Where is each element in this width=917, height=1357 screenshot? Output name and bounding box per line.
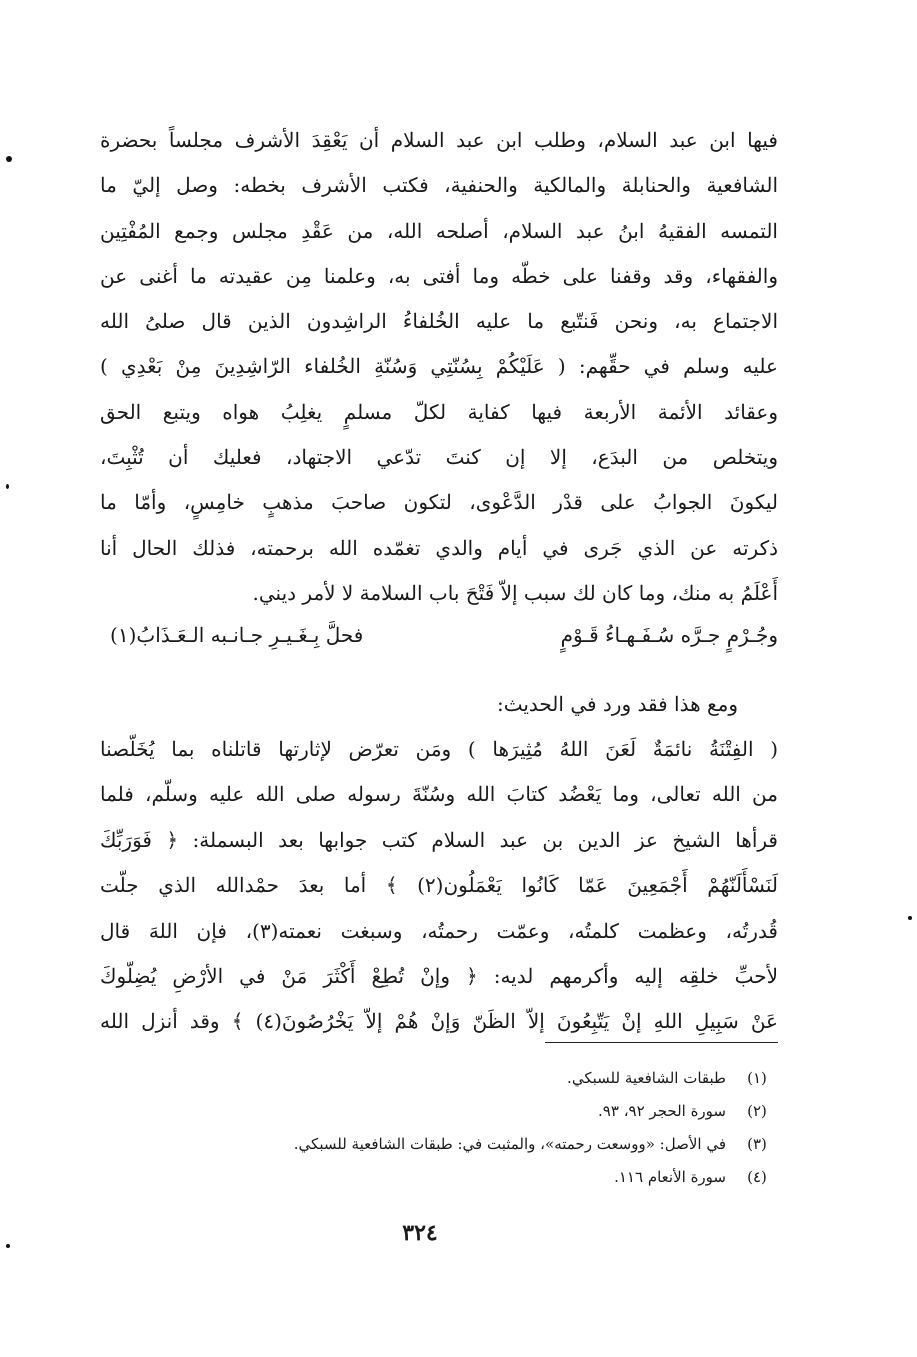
text-line: قرأها الشيخ عز الدين بن عبد السلام كتب جوابها بعد البسملة: ﴿ فَوَرَبِّكَ (100, 827, 778, 852)
scan-speck (6, 156, 12, 162)
scan-speck (6, 484, 9, 489)
hadith-intro: ومع هذا فقد ورد في الحديث: (496, 692, 738, 716)
footnotes (200, 1062, 778, 1194)
text-line: لَنَسْأَلَنّهُمْ أَجْمَعِينَ عَمّا كَانُوا يَعْمَلُون(٢) ﴾ أما بعدَ حمْدالله الذي جلّت (100, 873, 778, 898)
main-paragraph (100, 118, 778, 616)
scan-speck (908, 916, 912, 920)
text-line: فيها ابن عبد السلام، وطلب ابن عبد السلام أن يَعْقِدَ الأشرف مجلساً بحضرة (100, 128, 778, 152)
text-line: الاجتماع به، ونحن فَنتّبع ما عليه الخُلفاءُ الراشِدون الذين قال صلىُ الله (100, 309, 778, 334)
text-line: أَعْلَمُ به منك، وما كان لك سبب إلاّ فَتْحَ باب السلامة لا لأمر ديني. (252, 580, 778, 605)
footnote-text: سورة الحجر ٩٢، ٩٣. (598, 1102, 726, 1120)
footnote-text: سورة الأنعام ١١٦. (614, 1168, 726, 1186)
footnote-divider (545, 1042, 778, 1043)
footnote-number: (١) (747, 1069, 767, 1087)
text-line: عَنْ سَبِيلِ اللهِ إنْ يَتّبِعُونَ إلاّ الظَنّ وَإنْ هُمْ إلاّ يَخْرُصُونَ(٤) ﴾ وقد أنزل الله (100, 1009, 778, 1034)
text-line: قُدرتُه، وعظمت كلمتُه، وعمّت رحمتُه، وسبغت نعمته(٣)، فإن اللهَ قال (100, 918, 778, 943)
text-line: ذكرته عن الذي جَرى في أيام والدي تغمّده الله برحمته، فذلك الحال أنا (100, 535, 778, 560)
footnote (200, 1161, 778, 1194)
footnote-number: (٣) (747, 1135, 767, 1153)
scan-speck (6, 1244, 10, 1248)
text-line: لأحبِّ خلقِه إليه وأكرمهم لديه: ﴿ وإنْ تُطِعْ أَكْثَرَ مَنْ في الأرْضِ يُضِلّوكَ (100, 963, 778, 988)
verse-first-hemistich: وجُـرْمٍ جـرَّه سُـفَـهـاءُ قَـوْمٍ (560, 623, 778, 647)
footnote-text: طبقات الشافعية للسبكي. (567, 1069, 726, 1087)
footnote (200, 1095, 778, 1128)
text-line: ليكونَ الجوابُ على قدْر الدَّعْوى، لتكون صاحبَ مذهبٍ خامِسٍ، وأمّا ما (100, 490, 778, 515)
footnote-number: (٢) (747, 1102, 767, 1120)
footnote-text: في الأصل: «ووسعت رحمته»، والمثبت في: طبقات الشافعية للسبكي. (293, 1135, 726, 1153)
text-line: ( الفِتْنَةُ نائمَةٌ لَعَنَ اللهُ مُثِيرَها ) ومَن تعرّض لإثارتها قاتلناه بما يُخَلّصنا (100, 737, 778, 761)
text-line: الشافعية والحنابلة والمالكية والحنفية، فكتب الأشرف بخطه: وصل إليّ ما (100, 173, 778, 198)
text-line: من الله تعالى، وما يَعْضُد كتابَ الله وسُنّةَ رسوله صلى الله عليه وسلّم، فلما (100, 782, 778, 807)
footnote (200, 1062, 778, 1095)
footnote-number: (٤) (747, 1168, 767, 1186)
text-line: التمسه الفقيهُ ابنُ عبد السلام، أصلحه الله، من عَقْدِ مجلس وجمع المُفْتِين (100, 218, 778, 243)
text-line: وعقائد الأئمة الأربعة فيها كفاية لكلّ مسلمٍ يغلِبُ هواه ويتبع الحق (100, 399, 778, 424)
text-line: والفقهاء، وقد وقفنا على خطّه وما أفتى به، وعلمنا مِن عقيدته ما أغنى عن (100, 263, 778, 288)
text-line: عليه وسلم في حقِّهم: ( عَلَيْكُمْ بِسُنّتِي وَسُنّةِ الخُلفاء الرّاشِدِينَ مِنْ بَعْدِي ) (100, 354, 778, 379)
verse-second-hemistich: فحلَّ بِـغَـيـرِ جـانـبه الـعَـذَابُ(١) (110, 623, 364, 647)
text-line: ويتخلص من البدَع، إلا إن كنتَ تدّعي الاجتهاد، فعليك أن تُثْبِتَ، (100, 445, 778, 470)
poetry-verse (110, 612, 778, 658)
footnote (200, 1128, 778, 1161)
second-paragraph (100, 727, 778, 1045)
page-number: ٣٢٤ (402, 1220, 438, 1246)
